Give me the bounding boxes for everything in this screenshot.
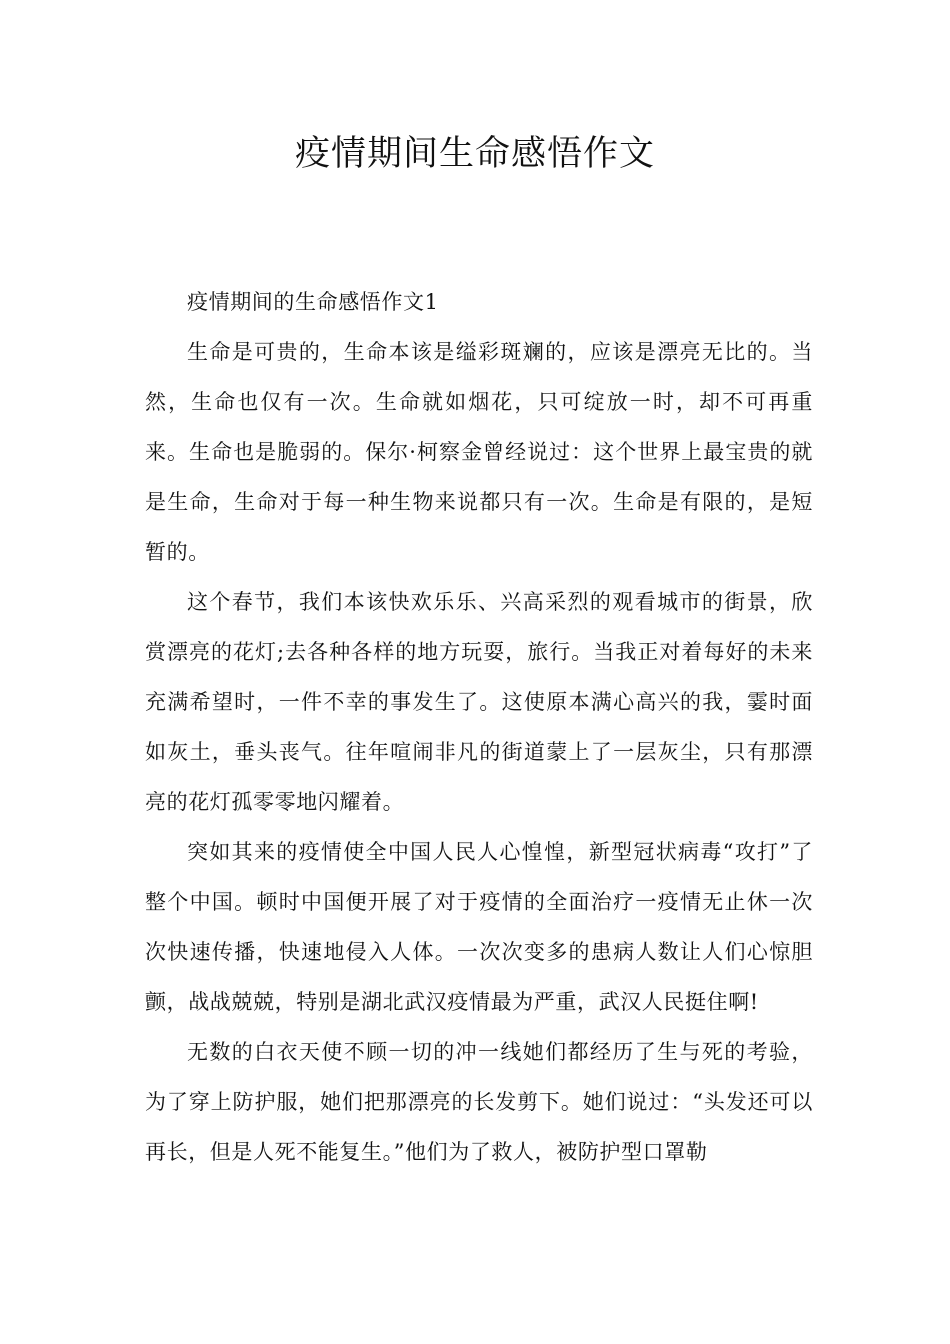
paragraph-3: 突如其来的疫情使全中国人民人心惶惶，新型冠状病毒“攻打”了整个中国。顿时中国便开展了对于疫情的全面治疗一疫情无止休一次次快速传播，快速地侵入人体。一次次变多的患病人数让人们心惊胆颤，战战兢兢，特别是湖北武汉疫情最为严重，武汉人民挺住啊! <box>145 840 813 1014</box>
section-heading: 疫情期间的生命感悟作文1 <box>187 290 439 314</box>
paragraph-2: 这个春节，我们本该快欢乐乐、兴高采烈的观看城市的街景，欣赏漂亮的花灯;去各种各样的地方玩耍，旅行。当我正对着每好的未来充满希望时，一件不幸的事发生了。这使原本满心高兴的我，霎时面如灰土，垂头丧气。往年喧闹非凡的街道蒙上了一层灰尘，只有那漂亮的花灯孤零零地闪耀着。 <box>145 590 813 814</box>
paragraph-4: 无数的白衣天使不顾一切的冲一线她们都经历了生与死的考验，为了穿上防护服，她们把那漂亮的长发剪下。她们说过：“头发还可以再长，但是人死不能复生。”他们为了救人，被防护型口罩勒 <box>145 1040 813 1164</box>
document-body <box>145 277 813 1177</box>
paragraph-1: 生命是可贵的，生命本该是缢彩斑斓的，应该是漂亮无比的。当然，生命也仅有一次。生命就如烟花，只可绽放一时，却不可再重来。生命也是脆弱的。保尔·柯察金曾经说过：这个世界上最宝贵的就是生命，生命对于每一种生物来说都只有一次。生命是有限的，是短暂的。 <box>145 340 813 564</box>
document-title: 疫情期间生命感悟作文 <box>294 134 655 174</box>
